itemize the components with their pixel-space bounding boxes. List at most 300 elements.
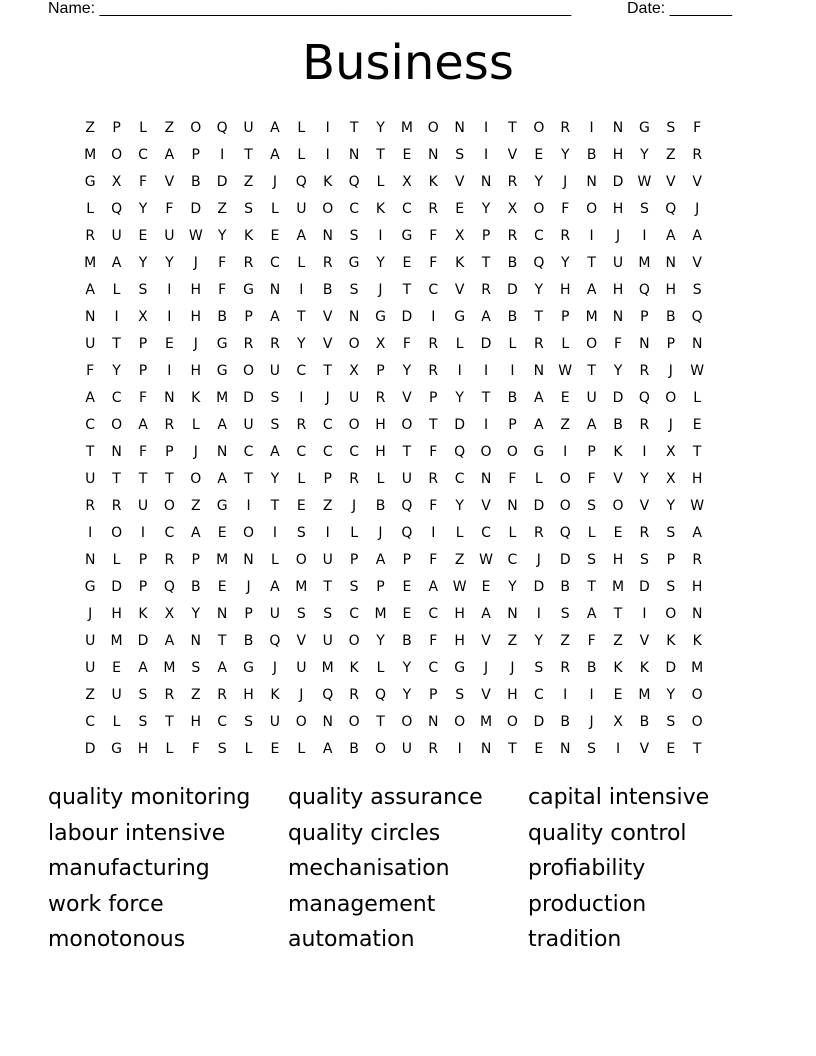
grid-letter: Y — [455, 497, 464, 514]
grid-letter: R — [428, 362, 439, 379]
grid-letter: R — [692, 551, 703, 568]
grid-letter: A — [164, 632, 175, 649]
grid-letter: N — [428, 146, 439, 163]
name-field-label: Name: _____________________________________________________ — [48, 0, 572, 17]
grid-letter: J — [193, 443, 198, 460]
grid-letter: S — [455, 146, 465, 163]
grid-letter: B — [190, 173, 201, 190]
grid-letter: V — [454, 173, 465, 190]
grid-row — [77, 573, 737, 600]
grid-letter: Y — [481, 200, 491, 217]
grid-letter: D — [111, 578, 122, 595]
grid-letter: N — [639, 335, 650, 352]
grid-letter: T — [692, 740, 702, 757]
grid-letter: C — [322, 416, 333, 433]
grid-letter: Q — [401, 497, 413, 514]
grid-letter: R — [375, 389, 386, 406]
grid-letter: I — [536, 605, 541, 622]
grid-letter: A — [296, 227, 307, 244]
grid-letter: H — [559, 281, 571, 298]
grid-letter: Y — [376, 632, 385, 649]
grid-letter: Q — [269, 632, 281, 649]
grid-letter: C — [217, 713, 228, 730]
grid-letter: J — [668, 362, 673, 379]
grid-letter: S — [666, 524, 676, 541]
grid-letter: F — [138, 173, 147, 190]
grid-letter: S — [587, 740, 597, 757]
grid-letter: V — [639, 632, 650, 649]
grid-letter: J — [325, 389, 330, 406]
grid-letter: L — [271, 200, 279, 217]
grid-letter: S — [270, 416, 280, 433]
grid-letter: I — [615, 740, 621, 757]
grid-letter: P — [508, 416, 517, 433]
grid-letter: N — [612, 119, 624, 136]
word-bank-item: tradition — [528, 927, 622, 952]
grid-letter: R — [270, 335, 280, 352]
grid-letter: U — [401, 740, 412, 757]
grid-letter: V — [481, 686, 491, 703]
grid-letter: O — [295, 551, 307, 568]
grid-letter: F — [429, 227, 438, 244]
grid-letter: M — [585, 308, 598, 325]
grid-letter: S — [296, 524, 306, 541]
grid-letter: K — [455, 254, 465, 271]
grid-letter: S — [349, 227, 359, 244]
grid-letter: V — [402, 389, 412, 406]
grid-letter: J — [193, 335, 198, 352]
grid-row — [77, 465, 737, 492]
grid-row — [77, 195, 737, 222]
grid-letter: D — [639, 578, 650, 595]
header — [0, 0, 816, 22]
grid-letter: L — [587, 524, 596, 541]
grid-letter: D — [507, 281, 518, 298]
grid-letter: K — [270, 686, 280, 703]
grid-row — [77, 654, 737, 681]
grid-letter: R — [349, 686, 359, 703]
grid-letter: A — [534, 389, 544, 406]
grid-letter: C — [428, 605, 439, 622]
grid-letter: R — [533, 335, 544, 352]
grid-letter: H — [691, 470, 703, 487]
grid-letter: P — [429, 686, 438, 703]
grid-row — [77, 546, 737, 573]
grid-letter: O — [190, 119, 202, 136]
grid-letter: E — [112, 659, 122, 676]
grid-letter: R — [349, 470, 359, 487]
grid-letter: M — [611, 578, 625, 595]
grid-letter: C — [349, 443, 359, 460]
grid-letter: T — [165, 470, 174, 487]
grid-letter: R — [639, 524, 650, 541]
grid-letter: C — [507, 551, 518, 568]
grid-letter: K — [639, 659, 649, 676]
grid-letter: S — [455, 686, 465, 703]
grid-letter: K — [613, 443, 623, 460]
grid-letter: J — [88, 605, 93, 622]
grid-letter: W — [452, 578, 467, 595]
grid-letter: Y — [640, 470, 649, 487]
grid-letter: L — [534, 470, 543, 487]
grid-letter: E — [455, 200, 465, 217]
grid-letter: O — [111, 524, 123, 541]
grid-letter: M — [321, 659, 334, 676]
grid-letter: A — [164, 146, 175, 163]
grid-letter: A — [217, 659, 227, 676]
grid-letter: K — [138, 605, 148, 622]
grid-letter: S — [138, 713, 148, 730]
grid-letter: O — [374, 740, 386, 757]
grid-letter: E — [270, 740, 280, 757]
grid-letter: V — [666, 173, 676, 190]
grid-letter: N — [665, 254, 677, 271]
grid-row — [77, 222, 737, 249]
grid-letter: E — [217, 524, 227, 541]
grid-letter: I — [431, 308, 436, 325]
grid-letter: B — [322, 281, 333, 298]
word-bank-item: capital intensive — [528, 785, 710, 810]
grid-letter: S — [534, 659, 544, 676]
grid-letter: M — [216, 551, 229, 568]
grid-letter: F — [429, 551, 438, 568]
grid-letter: N — [322, 713, 333, 730]
grid-letter: S — [270, 389, 280, 406]
grid-letter: N — [322, 227, 333, 244]
grid-letter: R — [428, 740, 439, 757]
grid-row — [77, 492, 737, 519]
grid-letter: L — [376, 470, 385, 487]
grid-letter: R — [217, 686, 228, 703]
grid-letter: F — [508, 470, 517, 487]
grid-letter: P — [138, 578, 148, 595]
grid-letter: S — [244, 200, 253, 217]
grid-letter: V — [481, 497, 491, 514]
grid-letter: L — [455, 524, 464, 541]
grid-letter: J — [378, 281, 383, 298]
grid-letter: X — [507, 200, 518, 217]
grid-letter: J — [352, 497, 357, 514]
grid-letter: U — [137, 497, 149, 514]
grid-letter: Y — [508, 578, 517, 595]
grid-letter: Y — [666, 497, 676, 514]
grid-letter: M — [400, 119, 413, 136]
grid-letter: H — [190, 713, 202, 730]
grid-letter: D — [612, 389, 624, 406]
grid-letter: B — [507, 254, 518, 271]
grid-letter: I — [483, 119, 489, 136]
grid-letter: T — [270, 497, 280, 514]
grid-letter: Z — [85, 686, 95, 703]
grid-letter: V — [692, 254, 702, 271]
grid-letter: Z — [164, 119, 175, 136]
grid-letter: L — [112, 713, 121, 730]
grid-letter: I — [589, 227, 594, 244]
grid-letter: A — [217, 470, 227, 487]
grid-letter: I — [642, 227, 647, 244]
word-bank-item: quality circles — [288, 820, 441, 846]
grid-letter: P — [112, 119, 121, 136]
grid-letter: O — [559, 470, 571, 487]
grid-letter: F — [693, 119, 702, 136]
grid-letter: B — [507, 308, 518, 325]
grid-letter: G — [375, 308, 386, 325]
grid-letter: T — [376, 713, 385, 730]
grid-letter: K — [375, 200, 386, 217]
grid-letter: F — [138, 443, 147, 460]
grid-letter: I — [140, 524, 146, 541]
grid-letter: C — [85, 713, 96, 730]
grid-letter: O — [348, 632, 360, 649]
grid-letter: G — [638, 119, 650, 136]
word-bank-item: profiability — [528, 856, 646, 881]
grid-row — [77, 384, 737, 411]
grid-letter: U — [85, 632, 96, 649]
grid-letter: H — [111, 605, 122, 622]
grid-letter: F — [138, 389, 147, 406]
grid-letter: T — [428, 416, 438, 433]
grid-letter: A — [428, 578, 439, 595]
word-bank-item: quality control — [528, 820, 687, 846]
grid-letter: A — [586, 416, 597, 433]
grid-letter: T — [534, 308, 544, 325]
grid-letter: C — [428, 281, 439, 298]
grid-letter: D — [559, 551, 571, 568]
grid-letter: R — [243, 254, 254, 271]
grid-letter: X — [375, 335, 386, 352]
grid-letter: T — [613, 605, 623, 622]
grid-letter: L — [297, 146, 306, 163]
grid-letter: X — [665, 443, 676, 460]
grid-letter: F — [218, 254, 227, 271]
grid-letter: E — [560, 389, 570, 406]
grid-row — [77, 276, 737, 303]
grid-letter: C — [296, 362, 307, 379]
grid-letter: O — [322, 200, 334, 217]
grid-letter: X — [454, 227, 465, 244]
grid-letter: O — [111, 146, 123, 163]
grid-letter: Y — [191, 605, 201, 622]
grid-letter: H — [243, 686, 254, 703]
grid-letter: L — [297, 119, 306, 136]
grid-letter: O — [480, 443, 492, 460]
grid-letter: C — [243, 443, 254, 460]
grid-letter: Q — [665, 200, 677, 217]
grid-letter: Y — [217, 227, 227, 244]
grid-letter: W — [558, 362, 573, 379]
grid-letter: M — [638, 254, 651, 271]
grid-letter: T — [481, 254, 491, 271]
grid-letter: Y — [402, 659, 412, 676]
grid-letter: G — [348, 254, 360, 271]
word-bank-item: manufacturing — [48, 856, 210, 881]
grid-letter: A — [111, 254, 122, 271]
grid-letter: B — [560, 578, 571, 595]
grid-letter: Y — [270, 470, 280, 487]
grid-letter: C — [85, 416, 96, 433]
grid-letter: O — [348, 713, 360, 730]
grid-letter: N — [559, 740, 571, 757]
grid-letter: A — [586, 281, 597, 298]
grid-letter: D — [190, 200, 202, 217]
grid-letter: E — [217, 578, 227, 595]
grid-letter: R — [639, 416, 650, 433]
grid-letter: C — [270, 254, 280, 271]
grid-letter: E — [138, 227, 148, 244]
grid-letter: W — [690, 362, 705, 379]
word-bank-item: production — [528, 891, 647, 917]
grid-letter: Q — [111, 200, 123, 217]
grid-letter: J — [378, 524, 383, 541]
grid-letter: Y — [297, 335, 306, 352]
grid-letter: Y — [560, 146, 570, 163]
grid-letter: O — [506, 713, 518, 730]
grid-letter: O — [427, 119, 439, 136]
grid-letter: X — [665, 470, 676, 487]
grid-letter: P — [138, 335, 148, 352]
grid-letter: F — [402, 335, 411, 352]
grid-letter: M — [84, 254, 97, 271]
grid-letter: S — [349, 281, 359, 298]
grid-letter: N — [533, 362, 545, 379]
grid-letter: T — [138, 470, 148, 487]
grid-letter: Y — [138, 254, 148, 271]
grid-letter: L — [376, 659, 385, 676]
grid-letter: Z — [217, 200, 227, 217]
grid-letter: S — [244, 713, 253, 730]
grid-letter: L — [112, 551, 121, 568]
grid-letter: V — [639, 497, 650, 514]
grid-letter: U — [85, 470, 96, 487]
grid-letter: U — [322, 632, 333, 649]
grid-letter: R — [164, 686, 175, 703]
grid-letter: I — [88, 524, 93, 541]
grid-letter: X — [164, 605, 175, 622]
grid-letter: L — [376, 173, 385, 190]
grid-letter: Q — [163, 578, 175, 595]
grid-letter: L — [297, 470, 306, 487]
grid-letter: O — [243, 524, 255, 541]
grid-letter: R — [85, 227, 96, 244]
grid-letter: C — [296, 443, 307, 460]
grid-letter: I — [299, 389, 304, 406]
grid-letter: K — [428, 173, 438, 190]
grid-letter: N — [586, 173, 597, 190]
grid-letter: T — [587, 254, 596, 271]
grid-letter: P — [376, 362, 385, 379]
grid-letter: R — [481, 281, 491, 298]
grid-letter: Y — [666, 686, 676, 703]
grid-letter: V — [692, 173, 702, 190]
grid-letter: R — [560, 119, 571, 136]
grid-row — [77, 627, 737, 654]
grid-letter: E — [692, 416, 702, 433]
grid-letter: W — [188, 227, 203, 244]
grid-letter: P — [191, 146, 200, 163]
grid-letter: E — [613, 524, 623, 541]
grid-letter: O — [454, 713, 466, 730]
grid-letter: B — [586, 146, 597, 163]
grid-letter: U — [296, 659, 307, 676]
grid-letter: S — [666, 119, 676, 136]
grid-letter: T — [297, 308, 306, 325]
grid-row — [77, 519, 737, 546]
grid-letter: A — [138, 659, 148, 676]
grid-letter: R — [243, 335, 254, 352]
grid-letter: I — [167, 281, 172, 298]
grid-letter: C — [322, 443, 333, 460]
grid-letter: C — [428, 659, 439, 676]
grid-letter: C — [111, 389, 122, 406]
grid-letter: R — [692, 146, 703, 163]
grid-letter: V — [454, 281, 465, 298]
grid-letter: Q — [691, 308, 703, 325]
grid-letter: L — [693, 389, 702, 406]
grid-letter: I — [114, 308, 119, 325]
grid-letter: K — [349, 659, 359, 676]
grid-letter: P — [244, 308, 253, 325]
grid-letter: U — [296, 200, 307, 217]
grid-letter: U — [612, 254, 624, 271]
grid-letter: R — [639, 362, 650, 379]
grid-letter: G — [216, 362, 228, 379]
grid-letter: O — [295, 713, 307, 730]
grid-letter: E — [666, 740, 676, 757]
grid-letter: G — [533, 443, 545, 460]
grid-letter: G — [243, 659, 254, 676]
grid-letter: U — [164, 227, 175, 244]
grid-letter: M — [480, 713, 493, 730]
grid-letter: O — [401, 713, 413, 730]
grid-letter: Y — [560, 254, 570, 271]
grid-letter: I — [378, 227, 383, 244]
grid-letter: Y — [455, 389, 464, 406]
grid-letter: C — [533, 227, 544, 244]
grid-letter: V — [507, 146, 518, 163]
grid-letter: D — [533, 497, 545, 514]
grid-letter: P — [138, 551, 148, 568]
grid-letter: B — [560, 713, 571, 730]
grid-letter: T — [376, 146, 385, 163]
grid-letter: T — [85, 443, 95, 460]
grid-letter: I — [220, 146, 225, 163]
grid-letter: C — [138, 146, 148, 163]
grid-letter: P — [349, 551, 359, 568]
grid-letter: R — [296, 416, 307, 433]
grid-letter: H — [665, 281, 677, 298]
grid-letter: P — [402, 551, 412, 568]
grid-letter: Z — [613, 632, 623, 649]
grid-letter: P — [323, 470, 332, 487]
grid-letter: E — [296, 497, 306, 514]
grid-letter: N — [111, 443, 122, 460]
grid-letter: B — [243, 632, 254, 649]
date-field-label: Date: _______ — [627, 0, 732, 17]
grid-letter: O — [586, 335, 598, 352]
grid-letter: B — [375, 497, 386, 514]
grid-letter: P — [191, 551, 200, 568]
grid-letter: T — [112, 470, 121, 487]
grid-letter: B — [190, 578, 201, 595]
grid-letter: I — [563, 443, 568, 460]
grid-letter: M — [638, 686, 651, 703]
word-bank-item: management — [288, 891, 436, 917]
grid-letter: A — [481, 605, 491, 622]
grid-row — [77, 114, 737, 141]
grid-letter: G — [216, 497, 228, 514]
grid-letter: A — [270, 443, 280, 460]
grid-letter: Y — [376, 254, 385, 271]
